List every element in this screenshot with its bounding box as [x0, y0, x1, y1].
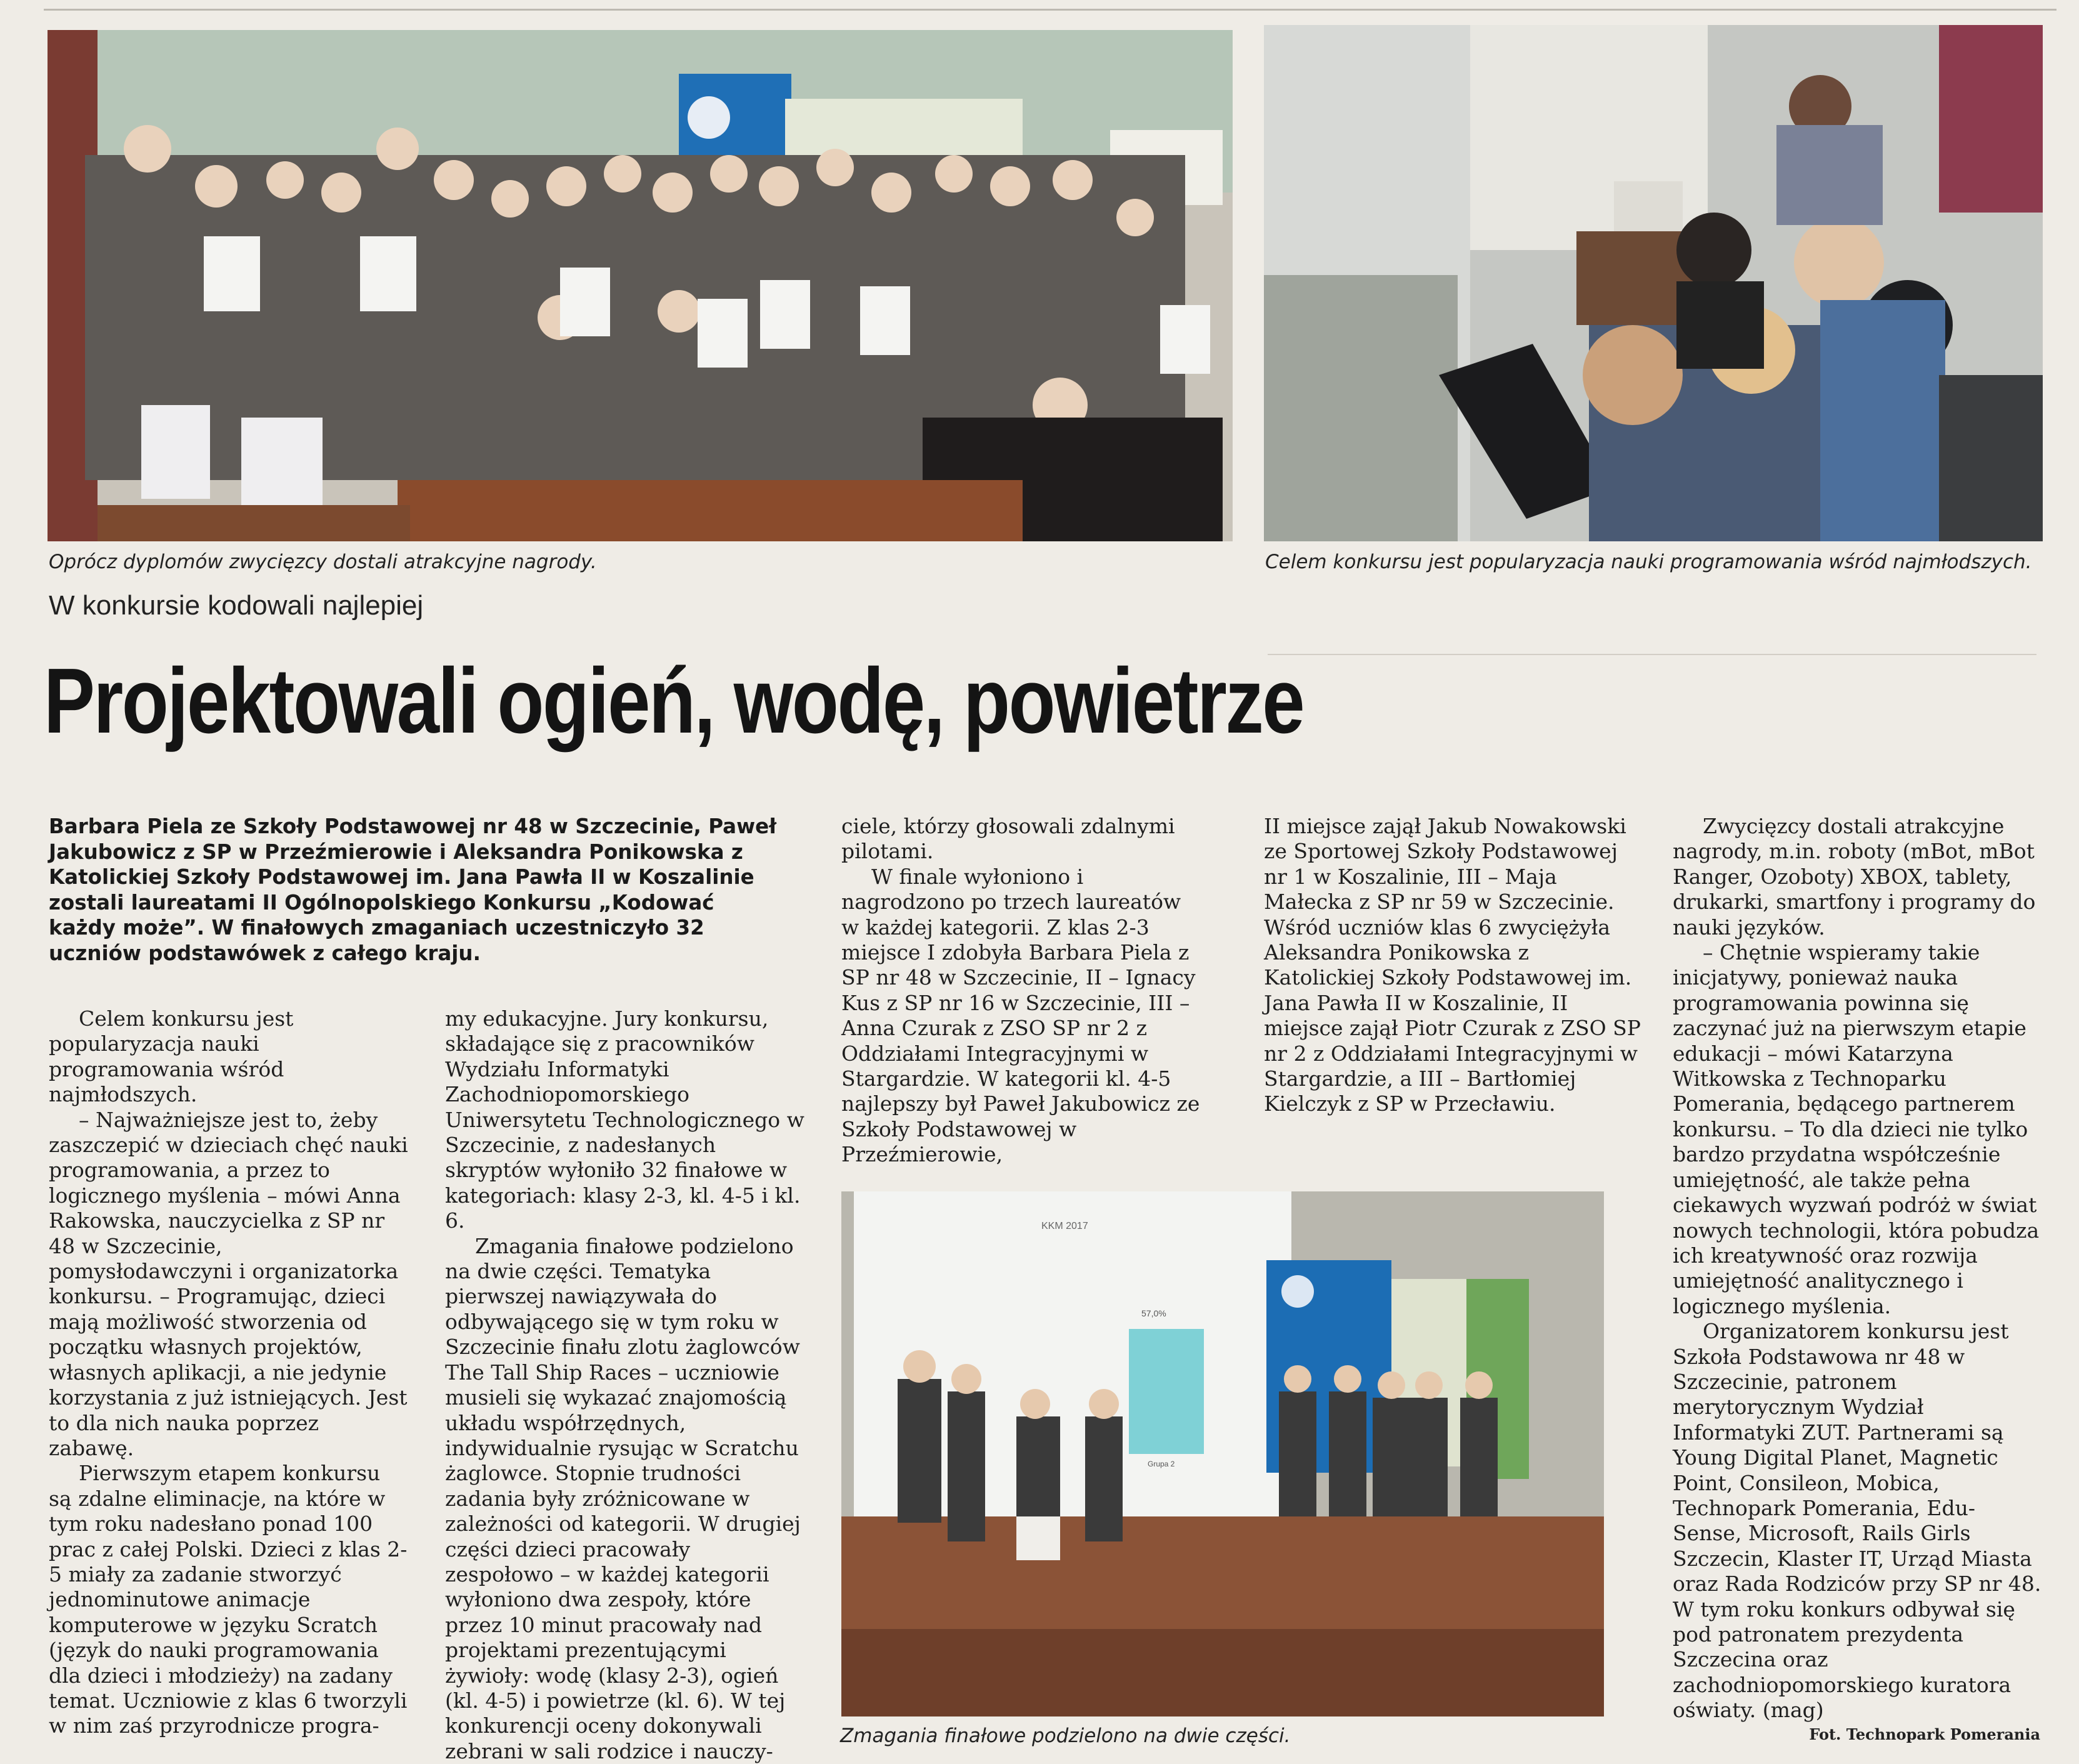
article-lead: Barbara Piela ze Szkoły Podstawowej nr 48 w Szczecinie, Paweł Jakubowicz z SP w Przeźmierowie i Aleksandra Ponikowska z Katolickiej Szkoły Podstawowej im. Jana Pawła II w Koszalinie zostali laureatami II Ogólnopolskiego Konkursu „Kodować każdy może”. W finałowych zmaganiach uczestniczyło 32 uczniów podstawówek z całego kraju. [49, 814, 777, 965]
screen-title: KKM 2017 [1041, 1221, 1088, 1231]
article-headline: Projektowali ogień, wodę, powietrze [44, 649, 1304, 753]
paragraph: W finale wyłoniono i nagrodzono po trzech laureatów w każdej kategorii. Z klas 2-3 miejsce I zdobyła Barbara Piela z SP nr 48 w Szczecinie, II – Ignacy Kus z SP nr 16 w Szczecinie, III – Anna Czurak z ZSO SP nr 2 z Oddziałami Integracyjnymi w Stargardzie. W kategorii kl. 4-5 najlepszy był Paweł Jakubowicz ze Szkoły Podstawowej w Przeźmierowie, [841, 864, 1200, 1167]
article-column-2 [445, 1006, 805, 1764]
paragraph: Celem konkursu jest popularyzacja nauki programowania wśród najmłodszych. [49, 1006, 294, 1107]
paragraph: Organizatorem konkursu jest Szkoła Podstawowa nr 48 w Szczecinie, patronem merytorycznym Wydział Informatyki ZUT. Partnerami są Young Digital Planet, Magnetic Point, Consileon, Mobica, Technopark Pomerania, Edu-Sense, Microsoft, Rails Girls Szczecin, Klaster IT, Urząd Miasta oraz Rada Rodziców przy SP nr 48. W tym roku konkurs odbywał się pod patronatem prezydenta Szczecina oraz zachodniopomorskiego kuratora oświaty. (mag) [1673, 1319, 2041, 1723]
photo-finals-presentation [841, 1191, 1604, 1716]
paragraph: ciele, którzy głosowali zdalnymi pilotami. [841, 814, 1175, 864]
article-column-5 [1673, 814, 2043, 1723]
caption-kids-programming: Celem konkursu jest popularyzacja nauki programowania wśród najmłodszych. [1265, 551, 2032, 573]
screen-group: Grupa 2 [1148, 1460, 1175, 1468]
caption-award-ceremony: Oprócz dyplomów zwycięzcy dostali atrakcyjne nagrody. [49, 551, 597, 573]
paragraph: Zmagania finałowe podzielono na dwie części. Tematyka pierwszej nawiązywała do odbywającego się w tym roku w Szczecinie finału zlotu żaglowców The Tall Ship Races – uczniowie musieli się wykazać znajomością układu współrzędnych, indywidualnie rysując w Scratchu żaglowce. Stopnie trudności zadania były zróżnicowane w zależności od kategorii. W drugiej części dzieci pracowały zespołowo – w każdej kategorii wyłoniono dwa zespoły, które przez 10 minut pracowały nad projektami prezentującymi żywioły: wodę (klasy 2-3), ogień (kl. 4-5) i powietrze (kl. 6). W tej konkurencji oceny dokonywali zebrani w sali rodzice i nauczy- [445, 1233, 801, 1763]
paragraph: my edukacyjne. Jury konkursu, składające się z pracowników Wydziału Informatyki Zachodniopomorskiego Uniwersytetu Technologicznego w Szczecinie, z nadesłanych skryptów wyłoniło 32 finałowe w kategoriach: klasy 2-3, kl. 4-5 i kl. 6. [445, 1006, 804, 1233]
adjacent-page-bleed [1268, 654, 2036, 680]
article-column-3 [841, 814, 1201, 1168]
photo-kids-programming [1264, 25, 2043, 541]
paragraph: – Chętnie wspieramy takie inicjatywy, ponieważ nauka programowania powinna się zaczynać już na pierwszym etapie edukacji – mówi Katarzyna Witkowska z Technoparku Pomerania, będącego partnerem konkursu. – To dla dzieci nie tylko bardzo przydatna współcześnie umiejętność, ale także pełna ciekawych wyzwań podróż w świat nowych technologii, która pobudza ich kreatywność oraz rozwija umiejętność analitycznego i logicznego myślenia. [1673, 940, 2040, 1318]
paragraph: – Najważniejsze jest to, żeby zaszczepić w dzieciach chęć nauki programowania, a przez to logicznego myślenia – mówi Anna Rakowska, nauczycielka z SP nr 48 w Szczecinie, pomysłodawczyni i organizatorka konkursu. – Programując, dzieci mają możliwość stworzenia od początku własnych projektów, własnych aplikacji, a nie jedynie korzystania z już istniejących. Jest to dla nich nauka poprzez zabawę. [49, 1107, 408, 1460]
top-rule [44, 9, 2056, 11]
paragraph: Zwycięzcy dostali atrakcyjne nagrody, m.in. roboty (mBot, mBot Ranger, Ozoboty) XBOX, tablety, drukarki, smartfony i programy do nauki języków. [1673, 814, 2036, 940]
caption-finals-presentation: Zmagania finałowe podzielono na dwie części. [840, 1725, 1291, 1747]
article-kicker: W konkursie kodowali najlepiej [49, 590, 424, 621]
paragraph: Pierwszym etapem konkursu są zdalne eliminacje, na które w tym roku nadesłano ponad 100 prac z całej Polski. Dzieci z klas 2-5 miały za zadanie stworzyć jednominutowe animacje komputerowe w języku Scratch (język do nauki programowania dla dzieci i młodzieży) na zadany temat. Uczniowie z klas 6 tworzyli w nim zaś przyrodnicze progra- [49, 1461, 408, 1738]
article-column-4 [1264, 814, 1641, 1117]
photo-credit: Fot. Technopark Pomerania [1809, 1725, 2040, 1743]
article-column-1 [49, 1006, 409, 1739]
paragraph: II miejsce zajął Jakub Nowakowski ze Sportowej Szkoły Podstawowej nr 1 w Koszalinie, III – Maja Małecka z SP nr 59 w Szczecinie. Wśród uczniów klas 6 zwyciężyła Aleksandra Ponikowska z Katolickiej Szkoły Podstawowej im. Jana Pawła II w Koszalinie, II miejsce zajął Piotr Czurak z ZSO SP nr 2 z Oddziałami Integracyjnymi w Stargardzie, a III – Bartłomiej Kielczyk z SP w Przecławiu. [1264, 814, 1641, 1116]
photo-award-ceremony [48, 30, 1233, 541]
screen-percent: 57,0% [1141, 1308, 1166, 1318]
